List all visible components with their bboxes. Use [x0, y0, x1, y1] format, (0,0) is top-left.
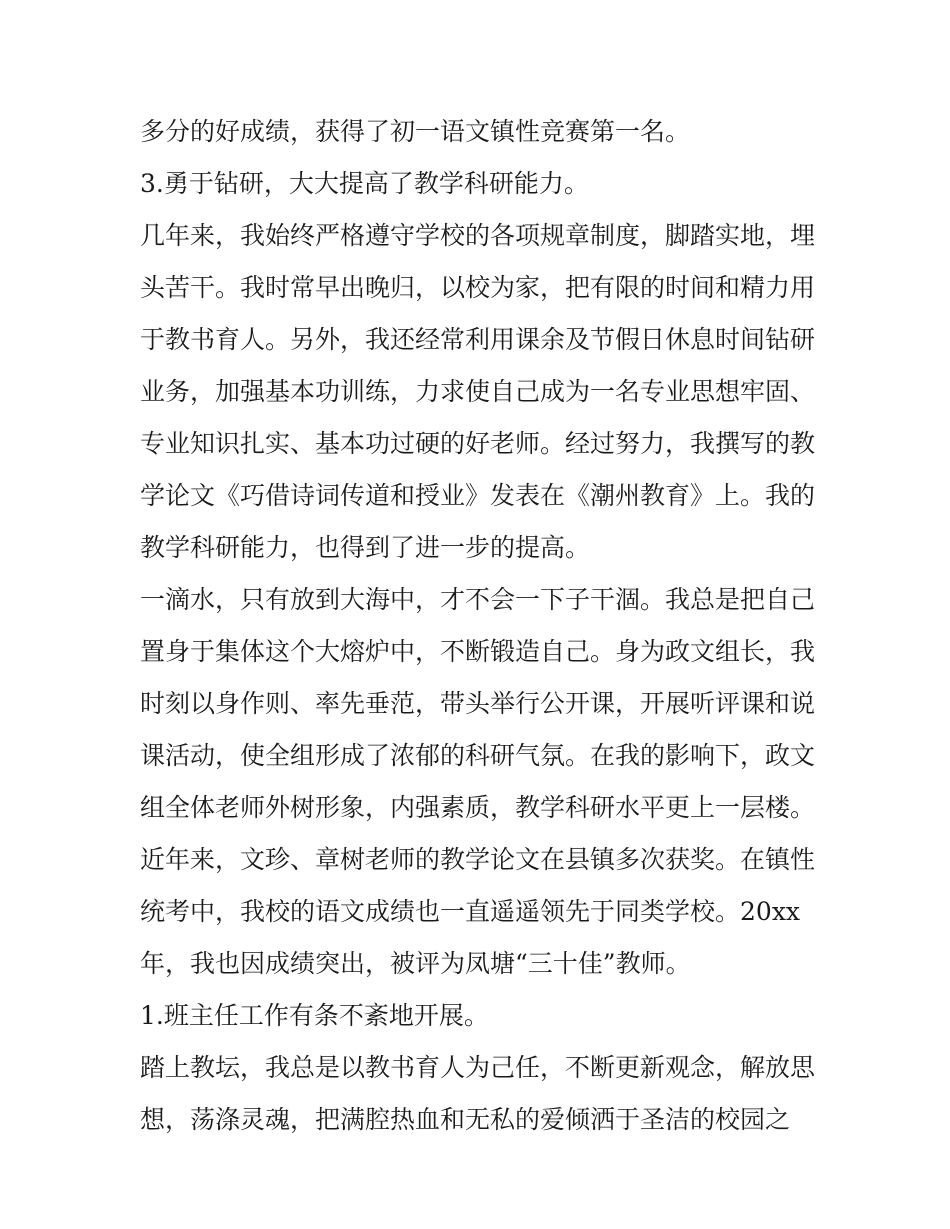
text-line: 时刻以身作则、率先垂范，带头举行公开课，开展听评课和说 — [140, 689, 816, 718]
text-line: 于教书育人。另外，我还经常利用课余及节假日休息时间钻研 — [140, 325, 816, 354]
text-line: 组全体老师外树形象，内强素质，教学科研水平更上一层楼。 — [140, 793, 816, 822]
section-heading: 1.班主任工作有条不紊地开展。 — [140, 1001, 489, 1030]
section-heading: 3.勇于钻研，大大提高了教学科研能力。 — [140, 169, 589, 198]
text-line: 教学科研能力，也得到了进一步的提高。 — [140, 533, 591, 562]
text-line: 年，我也因成绩突出，被评为凤塘“三十佳”教师。 — [140, 949, 691, 978]
text-line: 专业知识扎实、基本功过硬的好老师。经过努力，我撰写的教 — [140, 429, 816, 458]
text-line: 课活动，使全组形成了浓郁的科研气氛。在我的影响下，政文 — [140, 741, 816, 770]
text-line: 踏上教坛，我总是以教书育人为己任，不断更新观念，解放思 — [140, 1053, 816, 1082]
text-line: 近年来，文珍、章树老师的教学论文在县镇多次获奖。在镇性 — [140, 845, 816, 874]
text-line: 几年来，我始终严格遵守学校的各项规章制度，脚踏实地，埋 — [140, 221, 816, 250]
text-line: 置身于集体这个大熔炉中，不断锻造自己。身为政文组长，我 — [140, 637, 816, 666]
text-line: 头苦干。我时常早出晚归，以校为家，把有限的时间和精力用 — [140, 273, 816, 302]
body-text — [140, 106, 820, 1146]
text-line: 多分的好成绩，获得了初一语文镇性竞赛第一名。 — [140, 117, 691, 146]
text-line: 想，荡涤灵魂，把满腔热血和无私的爱倾洒于圣洁的校园之 — [140, 1105, 791, 1134]
text-line: 一滴水，只有放到大海中，才不会一下子干涸。我总是把自己 — [140, 585, 816, 614]
text-line: 业务，加强基本功训练，力求使自己成为一名专业思想牢固、 — [140, 377, 816, 406]
text-line: 统考中，我校的语文成绩也一直遥遥领先于同类学校。20xx — [140, 897, 801, 926]
text-line: 学论文《巧借诗词传道和授业》发表在《潮州教育》上。我的 — [140, 481, 816, 510]
